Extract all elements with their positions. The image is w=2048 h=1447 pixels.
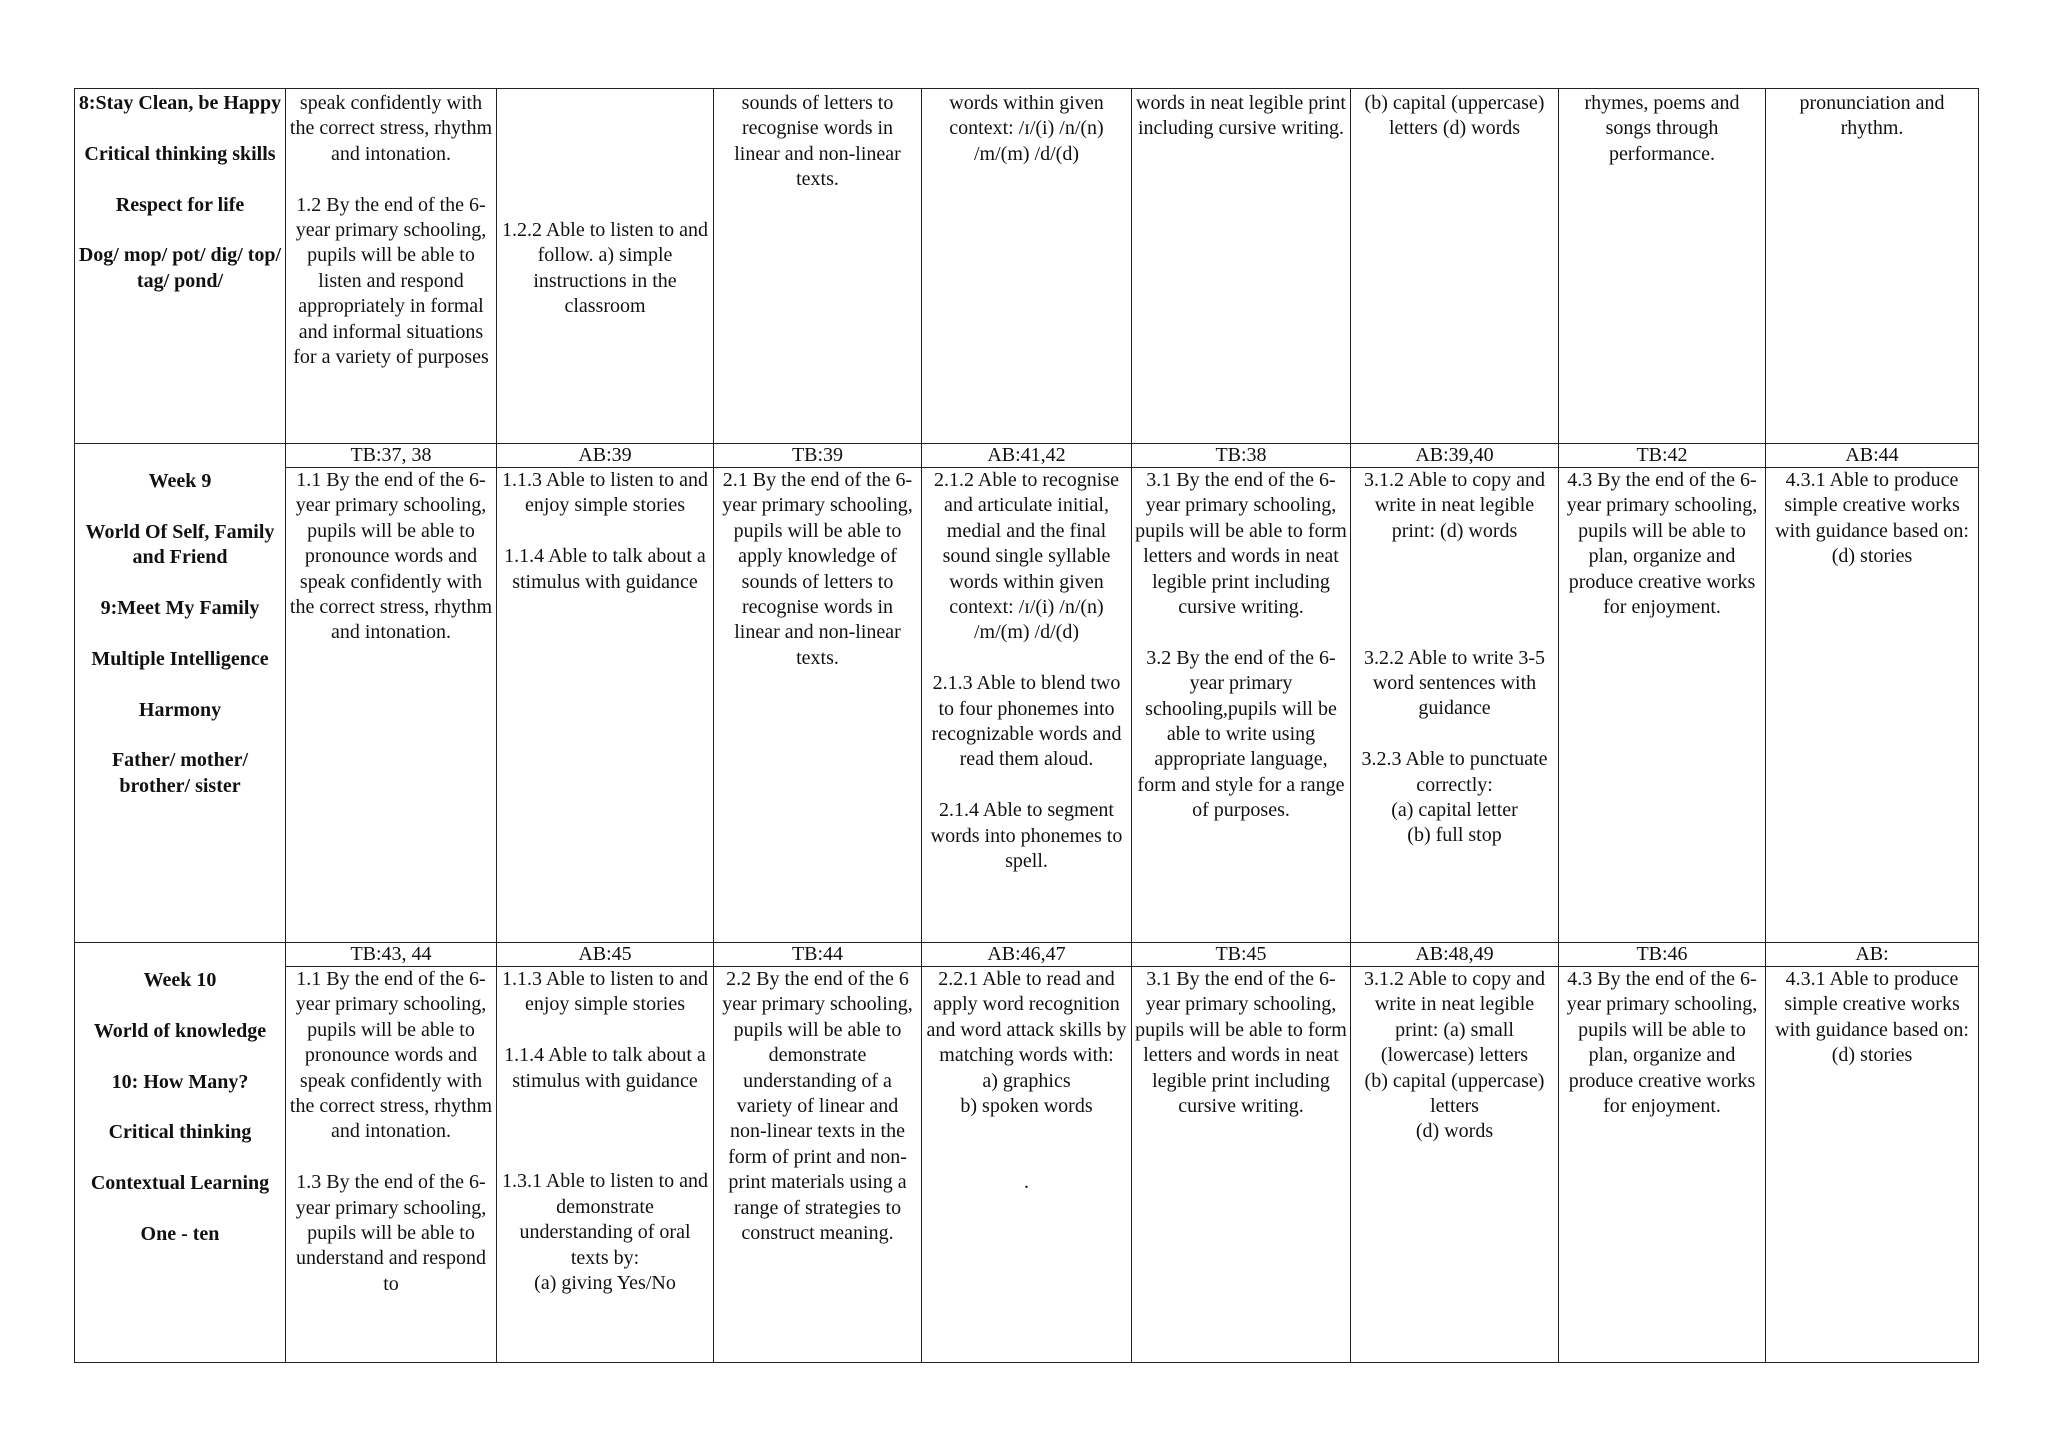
page-reference: TB:43, 44 xyxy=(286,943,497,967)
page-reference: AB:44 xyxy=(1766,444,1979,468)
learning-standard-cell xyxy=(1351,468,1559,943)
skill-label: Critical thinking xyxy=(108,1121,252,1144)
week-label: Week 10 xyxy=(143,969,217,991)
page-reference: TB:44 xyxy=(714,943,922,967)
topic-cell xyxy=(75,444,286,943)
learning-standard-cell xyxy=(1351,967,1559,1363)
value-label: Respect for life xyxy=(115,193,245,216)
unit-title: 8:Stay Clean, be Happy xyxy=(78,92,282,114)
content-standard-cell xyxy=(1132,967,1351,1363)
cell-text: . xyxy=(1024,1170,1029,1193)
cell-text: 1.1.4 Able to talk about a stimulus with guidance xyxy=(504,1044,706,1092)
cell-text: 4.3.1 Able to produce simple creative works with guidance based on: (d) stories xyxy=(1775,968,1969,1067)
learning-standard-cell xyxy=(922,89,1132,444)
cell-text: rhymes, poems and songs through performance. xyxy=(1584,92,1740,165)
vocabulary-label: Father/ mother/ brother/ sister xyxy=(111,749,249,797)
cell-text: 3.2 By the end of the 6-year primary schooling,pupils will be able to write using appropriate language, form and style for a range of purposes. xyxy=(1137,646,1345,822)
cell-text: 3.1 By the end of the 6-year primary schooling, pupils will be able to form letters and words in neat legible print including cursive writing. xyxy=(1135,469,1347,619)
page-reference: TB:42 xyxy=(1559,444,1766,468)
cell-text: speak confidently with the correct stress, rhythm and intonation. xyxy=(289,92,493,165)
content-standard-cell xyxy=(714,967,922,1363)
learning-standard-cell xyxy=(922,967,1132,1363)
value-label: Contextual Learning xyxy=(90,1172,270,1195)
vocabulary-label: One - ten xyxy=(140,1222,220,1245)
value-label: Harmony xyxy=(138,698,222,721)
cell-text: 4.3.1 Able to produce simple creative works with guidance based on: (d) stories xyxy=(1775,469,1969,568)
table-row-week-8 xyxy=(75,89,1979,444)
cell-text: 3.1 By the end of the 6-year primary schooling, pupils will be able to form letters and words in neat legible print including cursive writing. xyxy=(1135,968,1347,1118)
content-standard-cell xyxy=(714,89,922,444)
page-reference: TB:37, 38 xyxy=(286,444,497,468)
cell-text: 1.3.1 Able to listen to and demonstrate understanding of oral texts by: (a) giving Yes/No xyxy=(501,1170,709,1295)
cell-text: 4.3 By the end of the 6-year primary schooling, pupils will be able to plan, organize and produce creative works for enjoyment. xyxy=(1566,469,1758,619)
page-reference: TB:46 xyxy=(1559,943,1766,967)
theme-label: World Of Self, Family and Friend xyxy=(85,520,275,569)
learning-standard-cell xyxy=(497,468,714,943)
cell-text: 1.1.3 Able to listen to and enjoy simple stories xyxy=(501,469,709,517)
page-reference: TB:38 xyxy=(1132,444,1351,468)
page-reference: AB:45 xyxy=(497,943,714,967)
cell-text: 3.2.3 Able to punctuate correctly: (a) capital letter (b) full stop xyxy=(1361,748,1548,847)
page-reference: TB:45 xyxy=(1132,943,1351,967)
page-reference: AB:39,40 xyxy=(1351,444,1559,468)
cell-text: 2.1.4 Able to segment words into phonemes to spell. xyxy=(930,799,1123,873)
cell-text: 4.3 By the end of the 6-year primary schooling, pupils will be able to plan, organize and produce creative works for enjoyment. xyxy=(1566,968,1758,1118)
content-standard-cell xyxy=(1132,468,1351,943)
week-label: Week 9 xyxy=(148,470,212,492)
page-reference: AB: xyxy=(1766,943,1979,967)
cell-text: 2.1 By the end of the 6-year primary schooling, pupils will be able to apply knowledge of sounds of letters to recognise words in linear and non-linear texts. xyxy=(722,469,913,669)
learning-standard-cell xyxy=(497,967,714,1363)
page-reference: AB:39 xyxy=(497,444,714,468)
cell-text: 1.2.2 Able to listen to and follow. a) simple instructions in the classroom xyxy=(501,219,709,318)
cell-text: (b) capital (uppercase) letters (d) words xyxy=(1364,92,1545,140)
table-row-week-9 xyxy=(75,468,1979,943)
page-reference: AB:48,49 xyxy=(1351,943,1559,967)
cell-text: 3.1.2 Able to copy and write in neat legible print: (a) small (lowercase) letters (b) capital (uppercase) letters (d) words xyxy=(1363,968,1546,1143)
page-reference: TB:39 xyxy=(714,444,922,468)
learning-standard-cell xyxy=(1766,967,1979,1363)
cell-text: 1.2 By the end of the 6-year primary schooling, pupils will be able to listen and respond appropriately in formal and informal situations for a variety of purposes xyxy=(293,193,489,369)
cell-text: 2.1.2 Able to recognise and articulate initial, medial and the final sound single syllable words within given context: /ɪ/(i) /n/(n) /m/(m) /d/(d) xyxy=(934,469,1119,644)
page-reference: AB:41,42 xyxy=(922,444,1132,468)
unit-title: 9:Meet My Family xyxy=(100,597,260,619)
content-standard-cell xyxy=(286,468,497,943)
vocabulary-label: Dog/ mop/ pot/ dig/ top/ tag/ pond/ xyxy=(78,244,282,292)
cell-text: 3.1.2 Able to copy and write in neat legible print: (d) words xyxy=(1363,469,1546,542)
cell-text: 1.1.4 Able to talk about a stimulus with guidance xyxy=(504,545,706,593)
theme-label: World of knowledge xyxy=(93,1019,267,1042)
cell-text: 3.2.2 Able to write 3-5 word sentences with guidance xyxy=(1363,646,1546,720)
unit-title: 10: How Many? xyxy=(111,1070,249,1093)
content-standard-cell xyxy=(1559,89,1766,444)
theme-label: Critical thinking skills xyxy=(84,142,276,165)
learning-standard-cell xyxy=(922,468,1132,943)
learning-standard-cell xyxy=(1351,89,1559,444)
page-reference: AB:46,47 xyxy=(922,943,1132,967)
content-standard-cell xyxy=(1559,967,1766,1363)
cell-text: 2.2.1 Able to read and apply word recognition and word attack skills by matching words with: a) graphics b) spoken words xyxy=(926,968,1127,1118)
cell-text: sounds of letters to recognise words in linear and non-linear texts. xyxy=(734,92,901,191)
reference-row xyxy=(75,943,1979,967)
content-standard-cell xyxy=(286,967,497,1363)
cell-text: 1.3 By the end of the 6-year primary schooling, pupils will be able to understand and respond to xyxy=(295,1171,487,1295)
content-standard-cell xyxy=(714,468,922,943)
cell-text: 2.1.3 Able to blend two to four phonemes into recognizable words and read them aloud. xyxy=(931,672,1122,771)
learning-standard-cell xyxy=(1766,468,1979,943)
cell-text: 1.1.3 Able to listen to and enjoy simple stories xyxy=(501,968,709,1016)
learning-standard-cell xyxy=(1766,89,1979,444)
skill-label: Multiple Intelligence xyxy=(91,647,269,670)
cell-text: 1.1 By the end of the 6-year primary schooling, pupils will be able to pronounce words and speak confidently with the correct stress, rhythm and intonation. xyxy=(289,968,493,1143)
topic-cell xyxy=(75,943,286,1363)
reference-row xyxy=(75,444,1979,468)
topic-cell xyxy=(75,89,286,444)
cell-text: words in neat legible print including cursive writing. xyxy=(1136,92,1346,140)
table-row-week-10 xyxy=(75,967,1979,1363)
cell-text: 1.1 By the end of the 6-year primary schooling, pupils will be able to pronounce words and speak confidently with the correct stress, rhythm and intonation. xyxy=(289,469,493,644)
lesson-plan-table xyxy=(74,88,1979,1363)
cell-text: words within given context: /ɪ/(i) /n/(n) /m/(m) /d/(d) xyxy=(949,92,1104,165)
learning-standard-cell xyxy=(497,89,714,444)
cell-text: 2.2 By the end of the 6 year primary schooling, pupils will be able to demonstrate understanding of a variety of linear and non-linear texts in the form of print and non-print materials using a range of strategies to construct meaning. xyxy=(722,968,913,1245)
content-standard-cell xyxy=(1559,468,1766,943)
cell-text: pronunciation and rhythm. xyxy=(1799,92,1945,140)
content-standard-cell xyxy=(1132,89,1351,444)
content-standard-cell xyxy=(286,89,497,444)
